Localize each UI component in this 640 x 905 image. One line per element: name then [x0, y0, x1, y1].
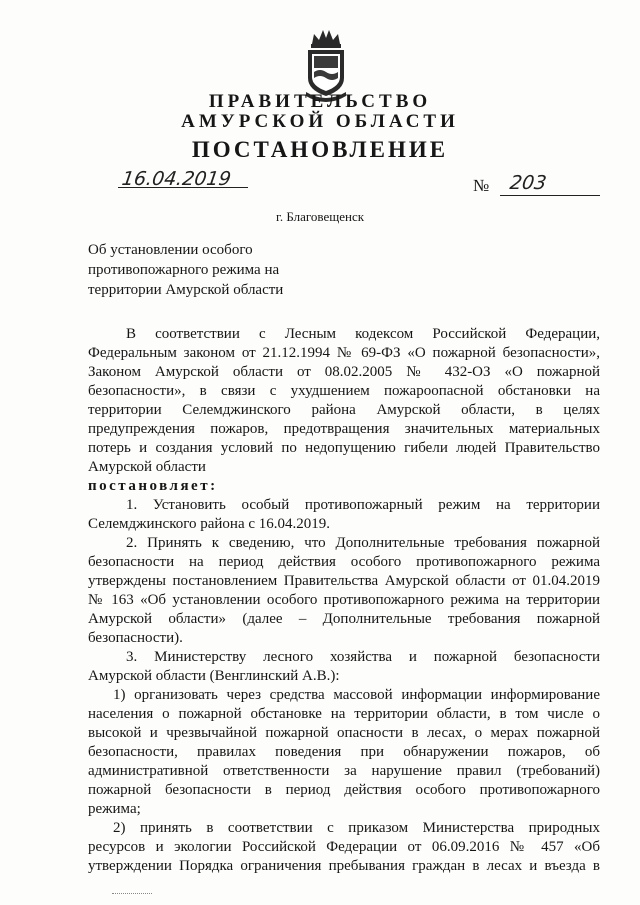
document-subject	[88, 240, 328, 300]
body-line: пожарной безопасности в период действия особого противопожарного	[88, 782, 600, 798]
body-line: Селемджинского района с 16.04.2019.	[88, 516, 331, 532]
body-line: № 163 «Об установлении особого противопожарного режима на территории	[88, 592, 600, 608]
document-number: 203	[508, 172, 548, 194]
subject-line: Об установлении особого	[88, 242, 253, 258]
decree-word: постановляет:	[88, 478, 218, 494]
document-type: ПОСТАНОВЛЕНИЕ	[191, 137, 449, 162]
body-line: населения о пожарной обстановке на территории области, в том числе о	[88, 706, 600, 722]
body-line: потерь и создания условий по недопущению гибели людей Правительство	[88, 440, 600, 456]
body-line: высокой и чрезвычайной пожарной опасности в лесах, о мерах пожарной	[88, 725, 600, 741]
number-underline	[500, 195, 600, 196]
document-date: 16.04.2019	[120, 168, 233, 190]
body-line: 1) организовать через средства массовой информации информирование	[113, 687, 600, 703]
body-line: 3. Министерству лесного хозяйства и пожарной безопасности	[126, 649, 600, 665]
number-sign: №	[473, 176, 490, 195]
body-line: безопасности», в связи с ухудшением пожароопасной обстановки на	[88, 383, 600, 399]
body-line: режима;	[88, 801, 141, 817]
scan-artifact	[112, 893, 152, 896]
body-line: 2. Принять к сведению, что Дополнительные требования пожарной	[126, 535, 600, 551]
body-line: безопасности, правилах поведения при обнаружении пожаров, об	[88, 744, 600, 760]
body-line: территории Селемджинского района Амурской области, в целях	[88, 402, 600, 418]
subject-line: противопожарного режима на	[88, 262, 280, 278]
body-line: Амурской области (Венглинский А.В.):	[88, 668, 340, 684]
city-name: г. Благовещенск	[275, 209, 365, 224]
body-line: Федеральным законом от 21.12.1994 № 69-ФЗ «О пожарной безопасности»,	[88, 345, 600, 361]
body-line: утверждении Порядка ограничения пребывания граждан в лесах и въезда в	[88, 858, 600, 874]
body-line: ресурсов и экологии Российской Федерации от 06.09.2016 № 457 «Об	[88, 839, 600, 855]
body-line: утверждены постановлением Правительства Амурской области от 01.04.2019	[88, 573, 600, 589]
body-line: 2) принять в соответствии с приказом Министерства природных	[113, 820, 600, 836]
subject-line: территории Амурской области	[88, 282, 284, 298]
body-line: безопасности).	[88, 630, 183, 646]
date-underline	[118, 187, 248, 188]
document-body	[88, 325, 600, 876]
body-line: безопасности на период действия особого противопожарного режима	[88, 554, 600, 570]
body-line: Амурской области	[88, 459, 206, 475]
org-name-line2: АМУРСКОЙ ОБЛАСТИ	[181, 111, 459, 132]
body-line: Законом Амурской области от 08.02.2005 № 432-ОЗ «О пожарной	[88, 364, 600, 380]
body-line: административной ответственности за нарушение правил (требований)	[88, 763, 600, 779]
body-line: 1. Установить особый противопожарный режим на территории	[126, 497, 600, 513]
body-line: предупреждения пожаров, предотвращения значительных материальных	[88, 421, 600, 437]
org-name-line1: ПРАВИТЕЛЬСТВО	[208, 91, 432, 112]
body-line: Амурской области» (далее – Дополнительные требования пожарной	[88, 611, 600, 627]
body-line: В соответствии с Лесным кодексом Российской Федерации,	[126, 326, 600, 342]
